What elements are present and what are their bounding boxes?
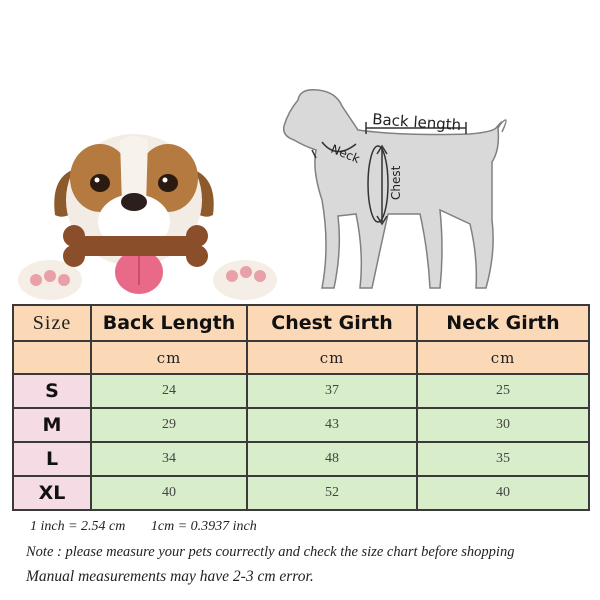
measure-note: Note : please measure your pets courrectly and check the size chart before shopping: [26, 544, 515, 560]
back-length-value: 29: [91, 408, 247, 442]
back-length-value: 40: [91, 476, 247, 510]
chest-label: Chest: [389, 165, 403, 200]
neck-girth-value: 40: [417, 476, 589, 510]
chest-girth-value: 48: [247, 442, 417, 476]
table-row: [13, 374, 589, 408]
unit-cell: cm: [417, 341, 589, 374]
chest-girth-header: Chest Girth: [247, 305, 417, 341]
back-length-header: Back Length: [91, 305, 247, 341]
table-row: [13, 442, 589, 476]
inch-conversion: 1 inch = 2.54 cm: [30, 519, 126, 534]
cm-conversion: 1cm = 0.3937 inch: [150, 519, 257, 534]
size-header: Size: [13, 305, 91, 341]
size-cell: L: [13, 442, 91, 476]
chest-girth-value: 37: [247, 374, 417, 408]
chest-girth-value: 52: [247, 476, 417, 510]
neck-girth-header: Neck Girth: [417, 305, 589, 341]
back-length-value: 34: [91, 442, 247, 476]
unit-cell: cm: [247, 341, 417, 374]
neck-girth-value: 25: [417, 374, 589, 408]
table-row: [13, 408, 589, 442]
puppy-image: [18, 134, 277, 300]
units-row: [13, 341, 589, 374]
size-cell: XL: [13, 476, 91, 510]
size-chart-table: [12, 304, 590, 511]
neck-label: Neck: [328, 141, 362, 166]
neck-girth-value: 35: [417, 442, 589, 476]
table-header-row: [13, 305, 589, 341]
neck-girth-value: 30: [417, 408, 589, 442]
table-row: [13, 476, 589, 510]
size-cell: S: [13, 374, 91, 408]
chest-girth-value: 43: [247, 408, 417, 442]
back-length-label: Back length: [371, 110, 462, 135]
conversion-note: [30, 519, 279, 535]
error-note: Manual measurements may have 2-3 cm error.: [26, 568, 314, 585]
back-length-value: 24: [91, 374, 247, 408]
size-cell: M: [13, 408, 91, 442]
unit-cell: cm: [91, 341, 247, 374]
units-empty-cell: [13, 341, 91, 374]
